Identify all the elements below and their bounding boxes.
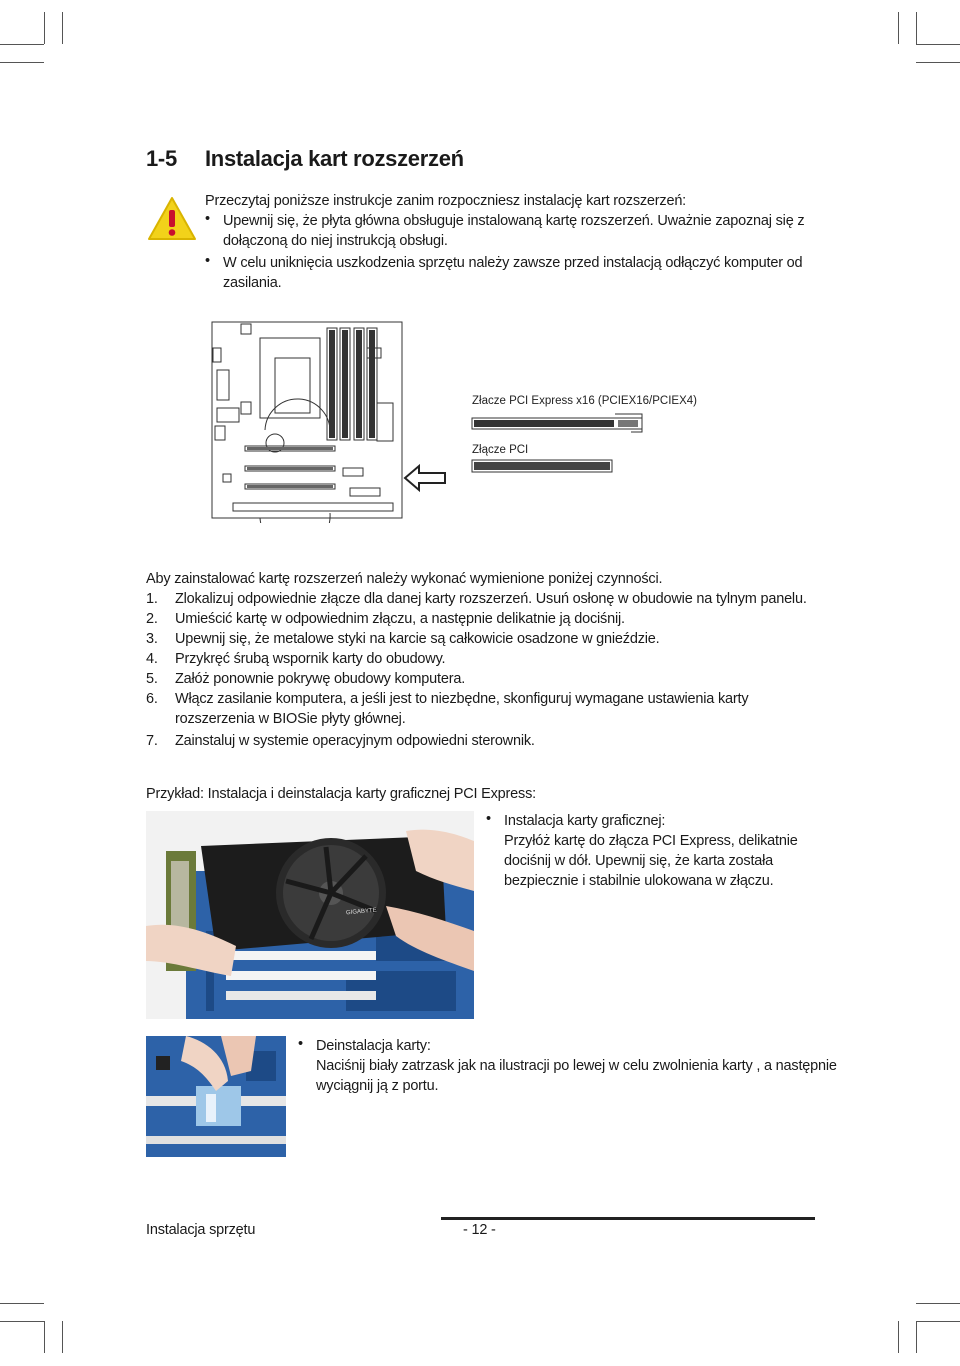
uninstall-heading: Deinstalacja karty: [316, 1038, 431, 1054]
install-line-1: Przyłóż kartę do złącza PCI Express, delikatnie [504, 833, 798, 849]
uninstall-line-1: Naciśnij biały zatrzask jak na ilustracji po lewej w celu zwolnienia karty , a następnie [316, 1058, 837, 1074]
example-title: Przykład: Instalacja i deinstalacja karty graficznej PCI Express: [146, 786, 536, 802]
step-number: 4. [146, 651, 158, 667]
bullet-dot: • [298, 1036, 304, 1052]
step-text: Włącz zasilanie komputera, a jeśli jest to niezbędne, skonfiguruj wymagane ustawienia karty [175, 691, 749, 707]
footer-section: Instalacja sprzętu [146, 1222, 256, 1238]
install-heading: Instalacja karty graficznej: [504, 813, 666, 829]
page-number: - 12 - [463, 1222, 496, 1238]
uninstall-photo [146, 1036, 286, 1157]
card-brand-label: GIGABYTE [345, 907, 377, 917]
section-title: Instalacja kart rozszerzeń [205, 146, 464, 171]
step-text: Zainstaluj w systemie operacyjnym odpowiedni sterownik. [175, 733, 535, 749]
step-text: Upewnij się, że metalowe styki na karcie są całkowicie osadzone w gnieździe. [175, 631, 660, 647]
step-number: 2. [146, 611, 158, 627]
section-number: 1-5 [146, 146, 177, 171]
step-text-continued: rozszerzenia w BIOSie płyty głównej. [175, 711, 406, 727]
footer-rule [441, 1217, 815, 1220]
bullet-dot: • [486, 811, 492, 827]
step-text: Umieścić kartę w odpowiednim złączu, a następnie delikatnie ją dociśnij. [175, 611, 625, 627]
step-number: 7. [146, 733, 158, 749]
label-pcie-slot: Złacze PCI Express x16 (PCIEX16/PCIEX4) [472, 395, 697, 407]
bullet-dot: • [205, 253, 211, 269]
install-photo [146, 811, 474, 1019]
warning-intro: Przeczytaj poniższe instrukcje zanim rozpoczniesz instalację kart rozszerzeń: [205, 193, 687, 209]
warning-triangle-icon [146, 195, 198, 243]
warning-bullet-1-line2: dołączoną do niej instrukcją obsługi. [223, 233, 448, 249]
motherboard-diagram [205, 318, 665, 523]
step-number: 1. [146, 591, 158, 607]
install-line-3: bezpiecznie i stabilnie ulokowana w złączu. [504, 873, 774, 889]
step-number: 6. [146, 691, 158, 707]
label-pci-slot: Złącze PCI [472, 444, 529, 456]
warning-bullet-1-line1: Upewnij się, że płyta główna obsługuje instalowaną kartę rozszerzeń. Uważnie zapoznaj się z [223, 213, 805, 229]
bullet-dot: • [205, 211, 211, 227]
step-text: Przykręć śrubą wspornik karty do obudowy. [175, 651, 446, 667]
install-line-2: dociśnij w dół. Upewnij się, że karta została [504, 853, 774, 869]
step-text: Zlokalizuj odpowiednie złącze dla danej karty rozszerzeń. Usuń osłonę w obudowie na tylnym panelu. [175, 591, 807, 607]
step-text: Załóż ponownie pokrywę obudowy komputera. [175, 671, 466, 687]
steps-intro: Aby zainstalować kartę rozszerzeń należy wykonać wymienione poniżej czynności. [146, 571, 663, 587]
warning-bullet-2-line1: W celu uniknięcia uszkodzenia sprzętu należy zawsze przed instalacją odłączyć komputer od [223, 255, 803, 271]
uninstall-line-2: wyciągnij ją z portu. [316, 1078, 439, 1094]
warning-bullet-2-line2: zasilania. [223, 275, 282, 291]
step-number: 3. [146, 631, 158, 647]
step-number: 5. [146, 671, 158, 687]
